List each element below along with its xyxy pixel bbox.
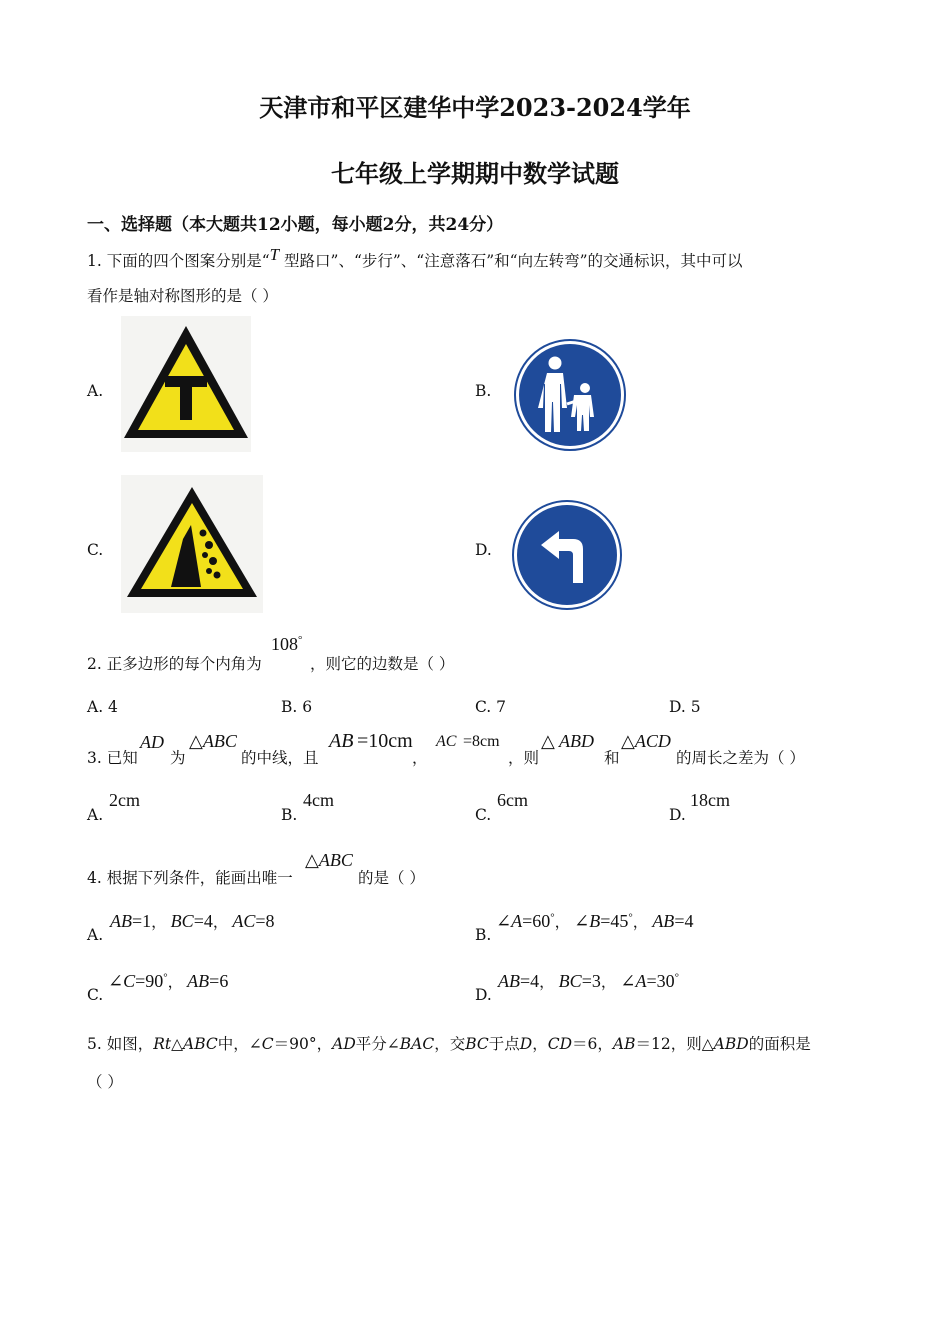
q5-segment-ab: AB — [612, 1035, 636, 1053]
q4-a-term-2: BC — [170, 911, 194, 931]
q4-a-sep-2: ， — [212, 913, 229, 931]
t-junction-sign-icon — [121, 316, 251, 452]
q4-d-value-2: =3 — [581, 971, 601, 991]
q5-angle-bac: BAC — [399, 1035, 435, 1053]
q4-d-value-1: =4 — [520, 971, 540, 991]
q4-a-value-2: =4 — [193, 911, 213, 931]
left-turn-sign-icon — [511, 499, 623, 611]
question-1-text-cont: 型路口”、“步行”、“注意落石”和“向左转弯”的交通标识，其中可以 — [279, 252, 743, 270]
q4-a-value-3: =8 — [255, 911, 275, 931]
q4-d-sep-2: ， — [600, 973, 617, 991]
q3-option-b-label: B. — [281, 806, 298, 824]
segment-ad: AD — [140, 732, 164, 752]
q4-c-term-2: AB — [187, 971, 210, 991]
q5-text-c: ＝90°， — [273, 1035, 333, 1053]
q5-point-d: D — [519, 1035, 533, 1053]
question-1-line-1 — [87, 245, 743, 271]
q3-option-c-value: 6cm — [497, 790, 528, 810]
triangle-abc: △ABC — [189, 731, 237, 751]
q3-median-text: 的中线，且 — [241, 749, 319, 767]
q5-text-j: 的面积是 — [748, 1035, 811, 1053]
q4-d-term-1: AB — [498, 971, 520, 991]
q4-option-b-value — [496, 910, 693, 932]
q4-b-sep-2: ， — [632, 913, 649, 931]
triangle-abd: △ ABD — [541, 731, 595, 751]
q4-b-term-3: AB — [652, 911, 675, 931]
question-4-text-cont: 的是（ ） — [358, 869, 425, 887]
q3-option-b-value: 4cm — [303, 790, 334, 810]
degree-symbol: ° — [298, 634, 303, 646]
q4-option-a-label: A. — [87, 926, 104, 944]
q3-option-d-label: D. — [669, 806, 686, 824]
q4-b-sep-1: ， — [554, 913, 571, 931]
option-b-label: B. — [475, 382, 492, 400]
q4-d-term-2: BC — [558, 971, 582, 991]
q4-b-term-2: ∠B — [574, 911, 601, 931]
option-d-label: D. — [475, 541, 492, 559]
q4-a-term-1: AB — [110, 911, 132, 931]
question-4-text: 4. 根据下列条件，能画出唯一 — [87, 869, 293, 887]
angle-value — [271, 634, 302, 655]
q5-rt-triangle: Rt△ABC — [153, 1035, 218, 1053]
q4-triangle-abc: △ABC — [305, 850, 353, 870]
degree-symbol: ° — [674, 971, 679, 984]
degree-symbol: ° — [163, 971, 168, 984]
q5-triangle-abd: ABD — [713, 1035, 749, 1053]
t-letter: T — [269, 245, 280, 264]
q5-text-e: ，交 — [434, 1035, 466, 1053]
angle-number: 108 — [271, 634, 298, 654]
q5-segment-cd: CD — [547, 1035, 573, 1053]
page-title: 天津市和平区建华中学2023-2024学年 — [259, 93, 691, 122]
q4-a-value-1: =1 — [132, 911, 152, 931]
question-2-text-cont: ，则它的边数是（ ） — [310, 655, 455, 673]
q4-c-sep-1: ， — [167, 973, 184, 991]
q5-text-i: ＝12，则△ — [635, 1035, 714, 1053]
q4-c-value-2: =6 — [209, 971, 229, 991]
ab-length: =10cm — [357, 730, 413, 752]
q3-comma: ， — [412, 749, 428, 767]
page-subtitle: 七年级上学期期中数学试题 — [331, 159, 619, 188]
q4-c-term-1: ∠C — [108, 971, 136, 991]
q4-option-b-label: B. — [475, 926, 492, 944]
pedestrian-sign-icon — [513, 338, 627, 452]
q3-word-wei: 为 — [170, 749, 186, 767]
q4-c-value-1: =90 — [135, 971, 164, 991]
q5-segment-bc: BC — [465, 1035, 489, 1053]
degree-symbol: ° — [628, 911, 633, 924]
option-a-label: A. — [87, 382, 104, 400]
question-3-text: 3. 已知 — [87, 749, 138, 767]
q5-text-f: 于点 — [488, 1035, 520, 1053]
q4-option-c-label: C. — [87, 986, 104, 1004]
segment-ab: AB — [329, 730, 354, 752]
q3-option-a-label: A. — [87, 806, 104, 824]
q4-b-value-2: =45 — [600, 911, 629, 931]
q4-b-term-1: ∠A — [496, 911, 523, 931]
q5-text-h: ＝6， — [572, 1035, 613, 1053]
q3-perimeter-text: 的周长之差为（ ） — [676, 749, 805, 767]
degree-symbol: ° — [550, 911, 555, 924]
q3-option-a-value: 2cm — [109, 790, 140, 810]
q3-option-d-value: 18cm — [690, 790, 730, 810]
q4-d-value-3: =30 — [646, 971, 675, 991]
q2-option-d: D. 5 — [669, 698, 701, 716]
segment-ac: AC — [436, 733, 457, 750]
q2-option-c: C. 7 — [475, 698, 507, 716]
q4-a-term-3: AC — [232, 911, 256, 931]
q4-option-c-value — [108, 970, 228, 992]
q4-d-sep-1: ， — [539, 973, 555, 991]
q2-option-b: B. 6 — [281, 698, 313, 716]
question-5-line-1 — [87, 1032, 811, 1054]
q5-text-g: ， — [532, 1035, 548, 1053]
q4-option-a-value — [110, 910, 275, 932]
q4-b-value-3: =4 — [674, 911, 694, 931]
question-1-line-2: 看作是轴对称图形的是（ ） — [87, 287, 278, 305]
question-2-text: 2. 正多边形的每个内角为 — [87, 655, 262, 673]
q3-option-c-label: C. — [475, 806, 492, 824]
q5-text-a: 5. 如图， — [87, 1035, 154, 1053]
section-heading: 一、选择题（本大题共12小题，每小题2分，共24分） — [87, 215, 504, 235]
q4-a-sep-1: ， — [151, 913, 167, 931]
falling-rocks-sign-icon — [121, 475, 263, 613]
q3-then: ，则 — [508, 749, 540, 767]
q4-option-d-value — [498, 970, 679, 992]
question-5-line-2: （ ） — [87, 1073, 123, 1091]
q5-text-d: 平分∠ — [355, 1035, 400, 1053]
q4-option-d-label: D. — [475, 986, 492, 1004]
ac-length: =8cm — [463, 733, 500, 750]
q4-d-term-3: ∠A — [620, 971, 647, 991]
q5-text-b: 中， — [217, 1035, 249, 1053]
triangle-acd: △ACD — [621, 731, 671, 751]
q3-and: 和 — [604, 749, 620, 767]
q5-segment-ad: AD — [332, 1035, 356, 1053]
q5-angle-c: ∠C — [248, 1035, 274, 1053]
option-c-label: C. — [87, 541, 104, 559]
q4-b-value-1: =60 — [522, 911, 551, 931]
q2-option-a: A. 4 — [87, 698, 118, 716]
question-1-text: 1. 下面的四个图案分别是“ — [87, 252, 270, 270]
